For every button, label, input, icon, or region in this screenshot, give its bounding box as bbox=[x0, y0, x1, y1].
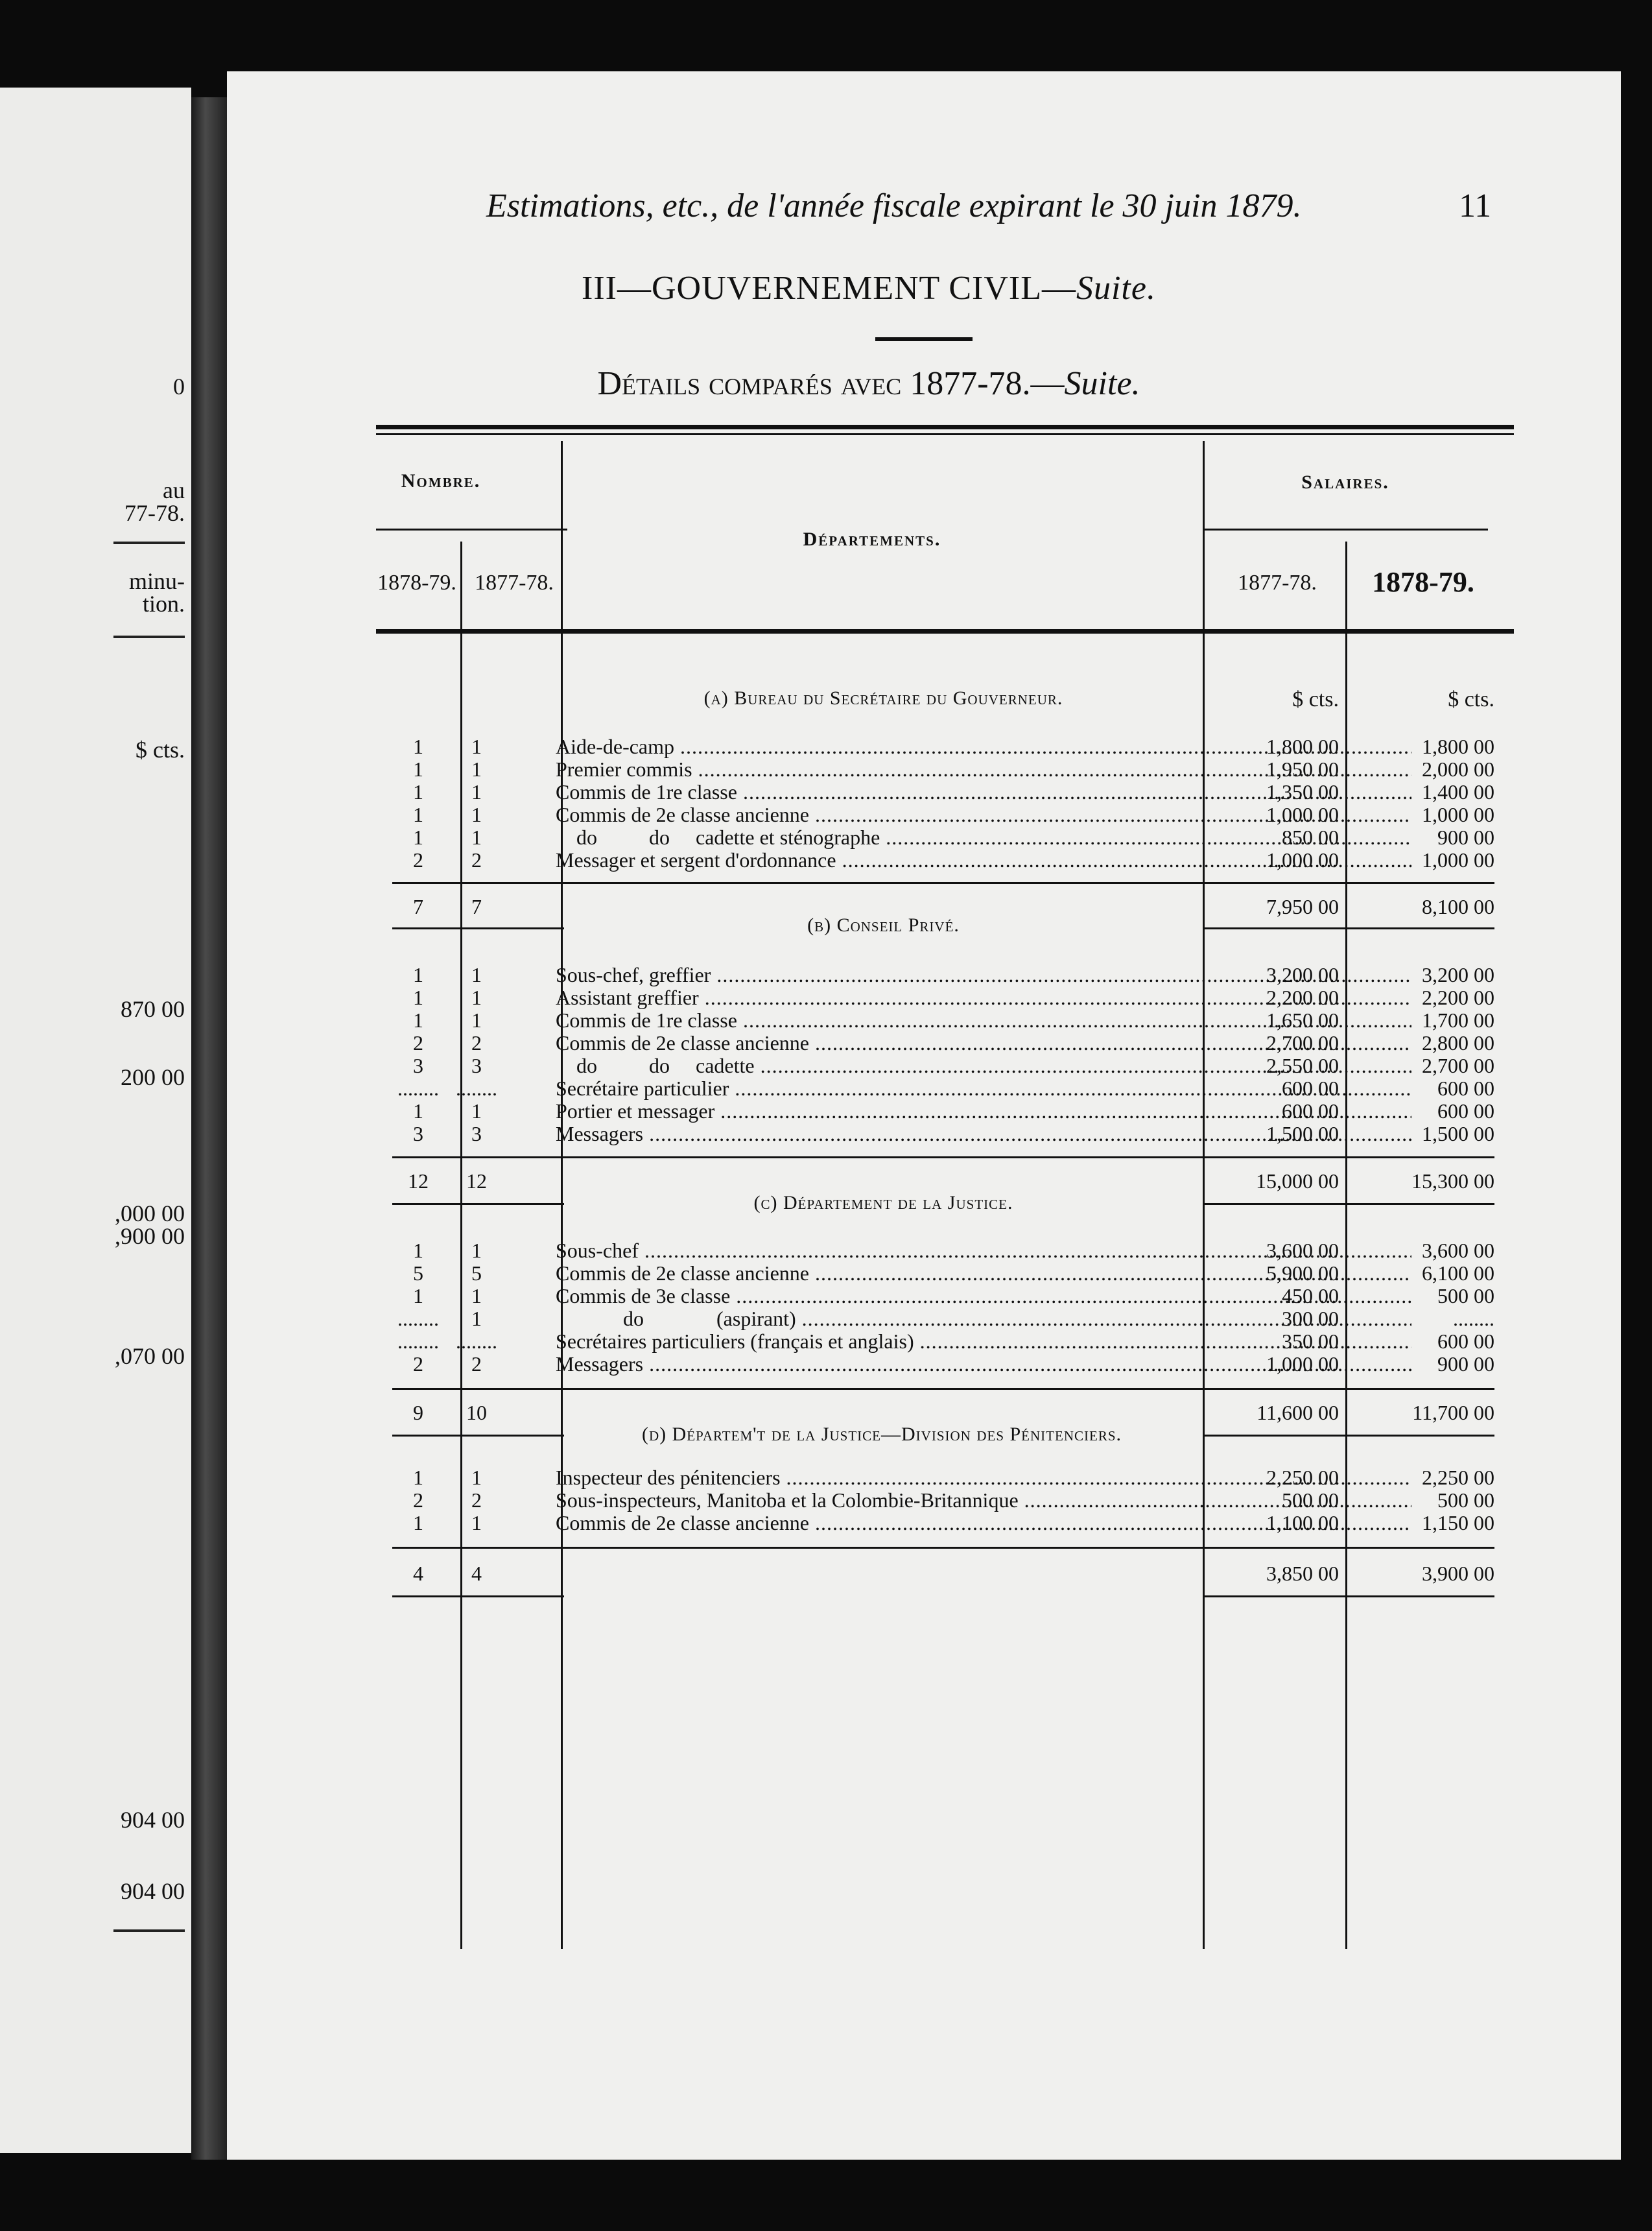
header-year-1878-79: 1878-79. bbox=[377, 571, 456, 595]
table-row: 1 1 Commis de 2e classe ancienne ..... 1,100 00 1,150 00 bbox=[227, 1511, 1621, 1534]
facing-page bbox=[0, 88, 191, 2153]
section-a-title: (a) Bureau du Secrétaire du Gouverneur. bbox=[703, 687, 1063, 709]
facing-fragment: au bbox=[163, 477, 185, 503]
table-row: 1 1 Sous-chef ..... 3,600 00 3,600 00 bbox=[227, 1239, 1621, 1261]
header-departements: Départements. bbox=[803, 529, 941, 550]
facing-fragment: 904 00 bbox=[121, 1807, 185, 1833]
header-salaires: Salaires. bbox=[1301, 471, 1389, 493]
header-year-1877-78: 1877-78. bbox=[475, 571, 554, 595]
facing-fragment: minu- bbox=[129, 568, 185, 594]
facing-fragment: ,000 00 bbox=[115, 1200, 185, 1226]
section-d-title: (d) Départem't de la Justice—Division des Pénitenciers. bbox=[641, 1424, 1122, 1445]
table-row: 1 1 do do cadette et sténographe ..... 850 00 900 00 bbox=[227, 826, 1621, 848]
facing-fragment: 77-78. bbox=[124, 500, 185, 526]
table-row: ........ 1 do (aspirant) ..... 300 00 ........ bbox=[227, 1307, 1621, 1330]
section-total-row: 4 4 3,850 00 3,900 00 bbox=[413, 1562, 1494, 1585]
table-row: 2 2 Messager et sergent d'ordonnance ..... 1,000 00 1,000 00 bbox=[227, 848, 1621, 871]
table-row: 5 5 Commis de 2e classe ancienne ..... 5,900 00 6,100 00 bbox=[227, 1261, 1621, 1284]
section-title: III—GOUVERNEMENT CIVIL—Suite. bbox=[582, 270, 1156, 307]
table-row: ........ ........ Secrétaire particulier ..... 600 00 600 00 bbox=[227, 1077, 1621, 1099]
currency-header: $ cts. bbox=[1448, 687, 1494, 711]
facing-fragment: 0 bbox=[173, 374, 185, 400]
facing-fragment: 904 00 bbox=[121, 1878, 185, 1904]
facing-fragment: ,070 00 bbox=[115, 1343, 185, 1369]
facing-fragment: $ cts. bbox=[136, 737, 185, 763]
table-row: 1 1 Commis de 3e classe ..... 450 00 500 00 bbox=[227, 1284, 1621, 1307]
table-row: 1 1 Commis de 1re classe ..... 1,650 00 1,700 00 bbox=[227, 1008, 1621, 1031]
table-row: 1 1 Commis de 1re classe ..... 1,350 00 1,400 00 bbox=[227, 780, 1621, 803]
facing-fragment: 870 00 bbox=[121, 996, 185, 1022]
section-c-title: (c) Département de la Justice. bbox=[753, 1192, 1013, 1213]
table-row: 3 3 do do cadette ..... 2,550 00 2,700 00 bbox=[227, 1054, 1621, 1077]
running-title: Estimations, etc., de l'année fiscale expirant le 30 juin 1879. bbox=[486, 187, 1302, 224]
section-subtitle: Détails comparés avec 1877-78.—Suite. bbox=[597, 365, 1140, 402]
header-salary-1877-78: 1877-78. bbox=[1238, 571, 1317, 595]
title-divider bbox=[875, 337, 973, 341]
section-total-row: 12 12 15,000 00 15,300 00 bbox=[408, 1169, 1494, 1193]
table-row: ........ ........ Secrétaires particuliers (français et anglais) ..... 350 00 600 00 bbox=[227, 1330, 1621, 1352]
book-binding bbox=[191, 97, 227, 2160]
table-row: 2 2 Messagers ..... 1,000 00 900 00 bbox=[227, 1352, 1621, 1375]
table-row: 1 1 Aide-de-camp ..... 1,800 00 1,800 00 bbox=[227, 735, 1621, 758]
table-row: 1 1 Portier et messager ..... 600 00 600 00 bbox=[227, 1099, 1621, 1122]
table-row: 1 1 Commis de 2e classe ancienne ..... 1,000 00 1,000 00 bbox=[227, 803, 1621, 826]
facing-fragment: tion. bbox=[142, 591, 185, 617]
table-row: 1 1 Premier commis ..... 1,950 00 2,000 00 bbox=[227, 758, 1621, 780]
section-total-row: 7 7 7,950 00 8,100 00 bbox=[413, 895, 1494, 918]
table-row: 1 1 Sous-chef, greffier ..... 3,200 00 3,200 00 bbox=[227, 963, 1621, 986]
section-total-row: 9 10 11,600 00 11,700 00 bbox=[413, 1401, 1494, 1424]
table-row: 2 2 Commis de 2e classe ancienne ..... 2,700 00 2,800 00 bbox=[227, 1031, 1621, 1054]
table-row: 3 3 Messagers ..... 1,500 00 1,500 00 bbox=[227, 1122, 1621, 1145]
currency-header: $ cts. bbox=[1292, 687, 1339, 711]
header-nombre: Nombre. bbox=[401, 470, 481, 492]
facing-fragment: ,900 00 bbox=[115, 1223, 185, 1249]
facing-fragment: 200 00 bbox=[121, 1064, 185, 1090]
page-number: 11 bbox=[1459, 187, 1492, 224]
section-b-title: (b) Conseil Privé. bbox=[807, 914, 960, 936]
document-page bbox=[227, 71, 1621, 2160]
header-salary-1878-79: 1878-79. bbox=[1372, 566, 1474, 598]
table-row: 1 1 Inspecteur des pénitenciers ..... 2,250 00 2,250 00 bbox=[227, 1466, 1621, 1488]
table-row: 1 1 Assistant greffier ..... 2,200 00 2,200 00 bbox=[227, 986, 1621, 1008]
table-row: 2 2 Sous-inspecteurs, Manitoba et la Colombie-Britannique ..... 500 00 500 00 bbox=[227, 1488, 1621, 1511]
